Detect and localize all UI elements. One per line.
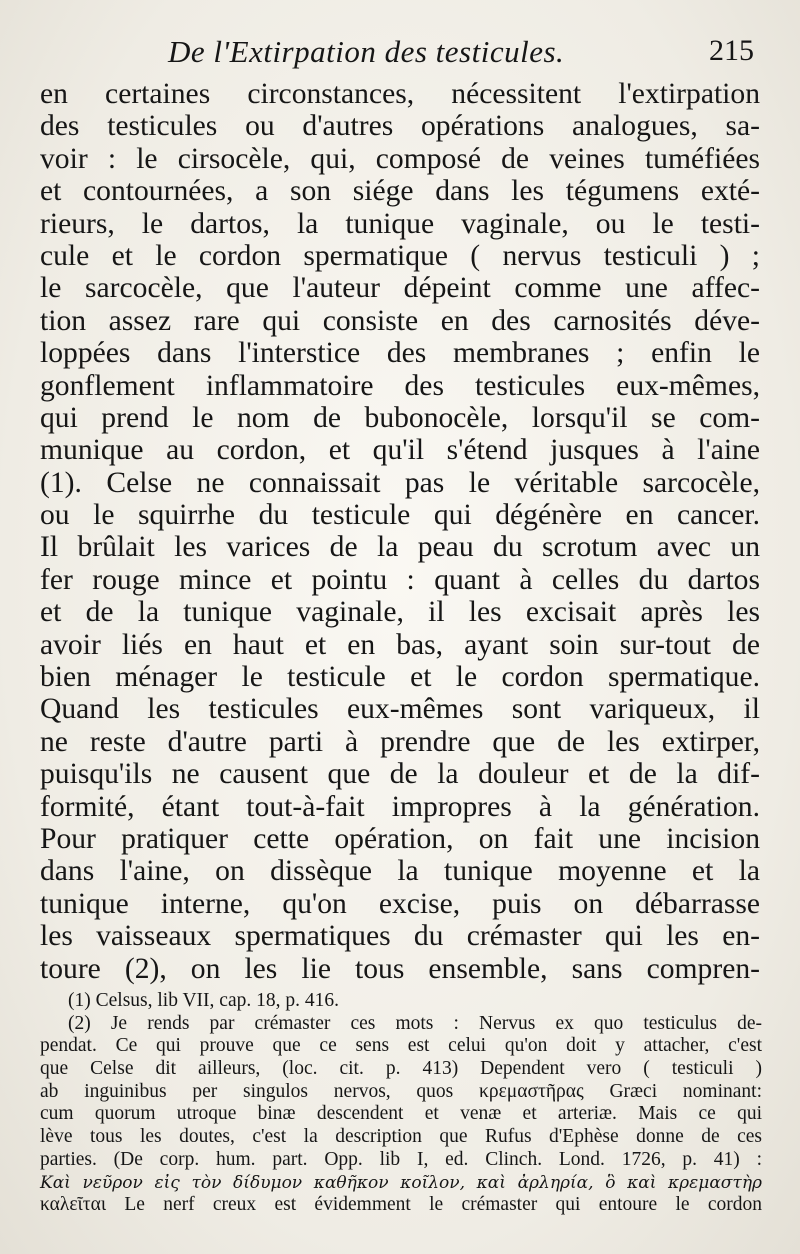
text-line: (1). Celse ne connaissait pas le véritable sarcocèle, <box>40 466 760 499</box>
footnote-line: lève tous les doutes, c'est la description que Rufus d'Ephèse donne de ces <box>40 1126 762 1148</box>
text-line: loppées dans l'interstice des membranes ; enfin le <box>40 337 760 370</box>
footnote-line: ab inguinibus per singulos nervos, quos κρεμαστῆρας Græci nominant: <box>40 1080 762 1102</box>
text-line: toure (2), on les lie tous ensemble, sans compren- <box>40 952 760 985</box>
text-line: tunique interne, qu'on excise, puis on débarrasse <box>40 887 760 920</box>
text-line: ou le squirrhe du testicule qui dégénère en cancer. <box>40 499 760 532</box>
text-line: en certaines circonstances, nécessitent l'extirpation <box>40 78 760 110</box>
text-line: les vaisseaux spermatiques du crémaster qui les en- <box>40 920 760 953</box>
text-line: Pour pratiquer cette opération, on fait une incision <box>40 822 760 855</box>
text-line: gonflement inflammatoire des testicules eux-mêmes, <box>40 369 760 402</box>
text-line: et contournées, a son siége dans les tégumens exté- <box>40 175 760 208</box>
text-line: le sarcocèle, que l'auteur dépeint comme une affec- <box>40 272 760 305</box>
footnote-line: (2) Je rends par crémaster ces mots : Nervus ex quo testiculus de- <box>68 1012 762 1034</box>
footnote-line: καλεῖται Le nerf creux est évidemment le crémaster qui entoure le cordon <box>40 1194 762 1216</box>
text-line: dans l'aine, on dissèque la tunique moyenne et la <box>40 855 760 888</box>
footnotes <box>40 990 762 1217</box>
text-line: avoir liés en haut et en bas, ayant soin sur-tout de <box>40 628 760 661</box>
text-line: rieurs, le dartos, la tunique vaginale, ou le testi- <box>40 207 760 240</box>
text-line: et de la tunique vaginale, il les excisait après les <box>40 596 760 629</box>
footnote-line: que Celse dit ailleurs, (loc. cit. p. 413) Dependent vero ( testiculi ) <box>40 1058 762 1080</box>
footnote-line: pendat. Ce qui prouve que ce sens est celui qu'on doit y attacher, c'est <box>40 1035 762 1057</box>
text-line: bien ménager le testicule et le cordon spermatique. <box>40 661 760 694</box>
footnote-line: parties. (De corp. hum. part. Opp. lib I, ed. Clinch. Lond. 1726, p. 41) : <box>40 1148 762 1170</box>
footnote-line: Καὶ νεῦρον εἰς τὸν δίδυμον καθῆκον κοῖλον, καὶ ἀρληρία, ὃ καὶ κρεμαστὴρ <box>40 1172 762 1193</box>
page-header <box>168 30 760 74</box>
footnote-line: cum quorum utroque binæ descendent et venæ et arteriæ. Mais ce qui <box>40 1103 762 1125</box>
text-line: voir : le cirsocèle, qui, composé de veines tuméfiées <box>40 142 760 175</box>
running-title: De l'Extirpation des testicules. <box>168 34 565 69</box>
text-line: Quand les testicules eux-mêmes sont variqueux, il <box>40 693 760 726</box>
text-line: ne reste d'autre parti à prendre que de les extirper, <box>40 725 760 758</box>
text-line: fer rouge mince et pointu : quant à celles du dartos <box>40 563 760 596</box>
text-line: des testicules ou d'autres opérations analogues, sa- <box>40 110 760 143</box>
text-line: puisqu'ils ne causent que de la douleur et de la dif- <box>40 758 760 791</box>
page-number: 215 <box>709 34 754 67</box>
main-text <box>40 78 760 985</box>
text-line: cule et le cordon spermatique ( nervus testiculi ) ; <box>40 239 760 272</box>
text-line: qui prend le nom de bubonocèle, lorsqu'il se com- <box>40 401 760 434</box>
footnote-line: (1) Celsus, lib VII, cap. 18, p. 416. <box>68 990 339 1011</box>
text-line: tion assez rare qui consiste en des carnosités déve- <box>40 304 760 337</box>
text-line: formité, étant tout-à-fait impropres à la génération. <box>40 790 760 823</box>
text-line: munique au cordon, et qu'il s'étend jusques à l'aine <box>40 434 760 467</box>
text-line: Il brûlait les varices de la peau du scrotum avec un <box>40 531 760 564</box>
